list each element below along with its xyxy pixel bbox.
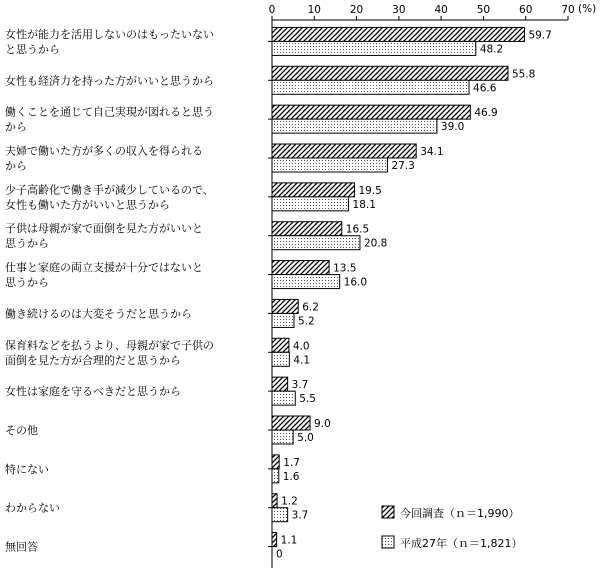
value-label: 6.2 (302, 301, 319, 314)
legend-swatch (382, 536, 394, 548)
x-tick-label: 40 (434, 4, 448, 16)
bar-previous (272, 197, 349, 211)
bar-current (272, 183, 354, 197)
value-label: 16.5 (345, 223, 370, 236)
x-tick-label: 10 (307, 4, 321, 16)
bar-previous (272, 352, 289, 366)
bar-current (272, 261, 329, 275)
category-label: 夫婦で働いた方が多くの収入を得られる (5, 144, 203, 158)
bar-current (272, 455, 279, 469)
value-label: 20.8 (363, 237, 388, 250)
legend-label: 今回調査（ｎ＝1,990） (400, 507, 520, 520)
value-label: 0 (276, 548, 283, 561)
value-label: 1.1 (280, 534, 298, 547)
category-label: 女性も経済力を持った方がいいと思うから (5, 74, 214, 88)
x-axis (272, 20, 568, 568)
value-label: 1.7 (283, 456, 300, 469)
value-label: 27.3 (391, 160, 415, 172)
value-label: 3.7 (291, 379, 309, 392)
category-label: 思うから (5, 276, 49, 290)
bar-previous (272, 236, 360, 250)
x-tick-label: 50 (476, 4, 491, 16)
value-label: 46.9 (474, 107, 498, 120)
x-tick-label: 20 (349, 4, 364, 16)
value-label: 5.0 (297, 432, 314, 444)
bars (272, 27, 552, 560)
category-label: 思うから (5, 237, 49, 251)
category-labels (5, 27, 272, 554)
category-label: から (5, 159, 27, 173)
value-label: 18.1 (352, 198, 376, 211)
category-label: 女性も働いた方がいいと思うから (5, 198, 170, 212)
bar-current (272, 377, 288, 391)
category-label: 特にない (5, 462, 49, 476)
value-label: 1.6 (282, 470, 300, 483)
bar-current (272, 494, 277, 508)
bar-current (272, 533, 277, 547)
category-label: 無回答 (5, 540, 38, 554)
bar-previous (272, 469, 279, 483)
bar-previous (272, 80, 469, 94)
value-label: 34.1 (420, 146, 444, 158)
category-label: わからない (5, 501, 60, 515)
category-label: 子供は母親が家で面倒を見た方がいいと (5, 222, 203, 236)
value-label: 55.8 (511, 68, 536, 81)
value-label: 19.5 (358, 184, 382, 197)
category-label: 女性は家庭を守るべきだと思うから (5, 385, 181, 399)
bar-previous (272, 313, 294, 327)
bar-current (272, 105, 470, 119)
value-label: 4.0 (292, 340, 310, 353)
value-label: 9.0 (314, 418, 331, 430)
legend-label: 平成27年（ｎ＝1,821） (400, 537, 523, 550)
legend-swatch (382, 506, 394, 518)
category-label: 働き続けるのは大変そうだと思うから (5, 307, 192, 321)
bar-previous (272, 275, 340, 289)
x-tick-label: 30 (392, 4, 406, 16)
x-tick-label: 70 (561, 4, 575, 16)
bar-previous (272, 119, 437, 133)
value-label: 46.6 (473, 82, 497, 95)
x-tick-label: 60 (519, 4, 533, 16)
category-label: 働くことを通じて自己実現が図れると思う (5, 105, 214, 119)
bar-current (272, 338, 289, 352)
x-axis-ticks (269, 4, 575, 20)
bar-previous (272, 158, 387, 172)
value-label: 1.2 (281, 495, 298, 508)
category-label: 少子高齢化で働き手が減少しているので、 (5, 183, 214, 197)
x-tick-label: 0 (268, 4, 276, 16)
value-label: 5.2 (297, 315, 315, 328)
category-label: 面倒を見た方が合理的だと思うから (5, 353, 181, 367)
bar-current (272, 299, 298, 313)
value-label: 39.0 (440, 121, 465, 134)
bar-current (272, 27, 524, 41)
value-label: 59.7 (528, 29, 552, 42)
value-label: 48.2 (479, 43, 504, 56)
value-label: 5.5 (299, 393, 316, 406)
category-label: から (5, 120, 27, 134)
value-label: 4.1 (293, 354, 311, 367)
category-label: 仕事と家庭の両立支援が十分ではないと (5, 261, 203, 275)
bar-current (272, 144, 416, 158)
bar-current (272, 416, 310, 430)
legend (382, 506, 523, 550)
value-label: 13.5 (333, 262, 357, 275)
bar-current (272, 222, 342, 236)
category-label: その他 (5, 424, 38, 437)
value-label: 3.7 (291, 509, 309, 522)
bar-previous (272, 508, 288, 522)
bar-previous (272, 41, 476, 55)
category-label: 保育料などを払うより、母親が家で子供の (5, 338, 214, 352)
value-label: 16.0 (343, 276, 368, 289)
bar-previous (272, 430, 293, 444)
unit-label: (%) (578, 3, 597, 15)
category-label: と思うから (5, 42, 60, 56)
bar-previous (272, 391, 295, 405)
category-label: 女性が能力を活用しないのはもったいない (5, 27, 214, 41)
bar-current (272, 66, 508, 80)
